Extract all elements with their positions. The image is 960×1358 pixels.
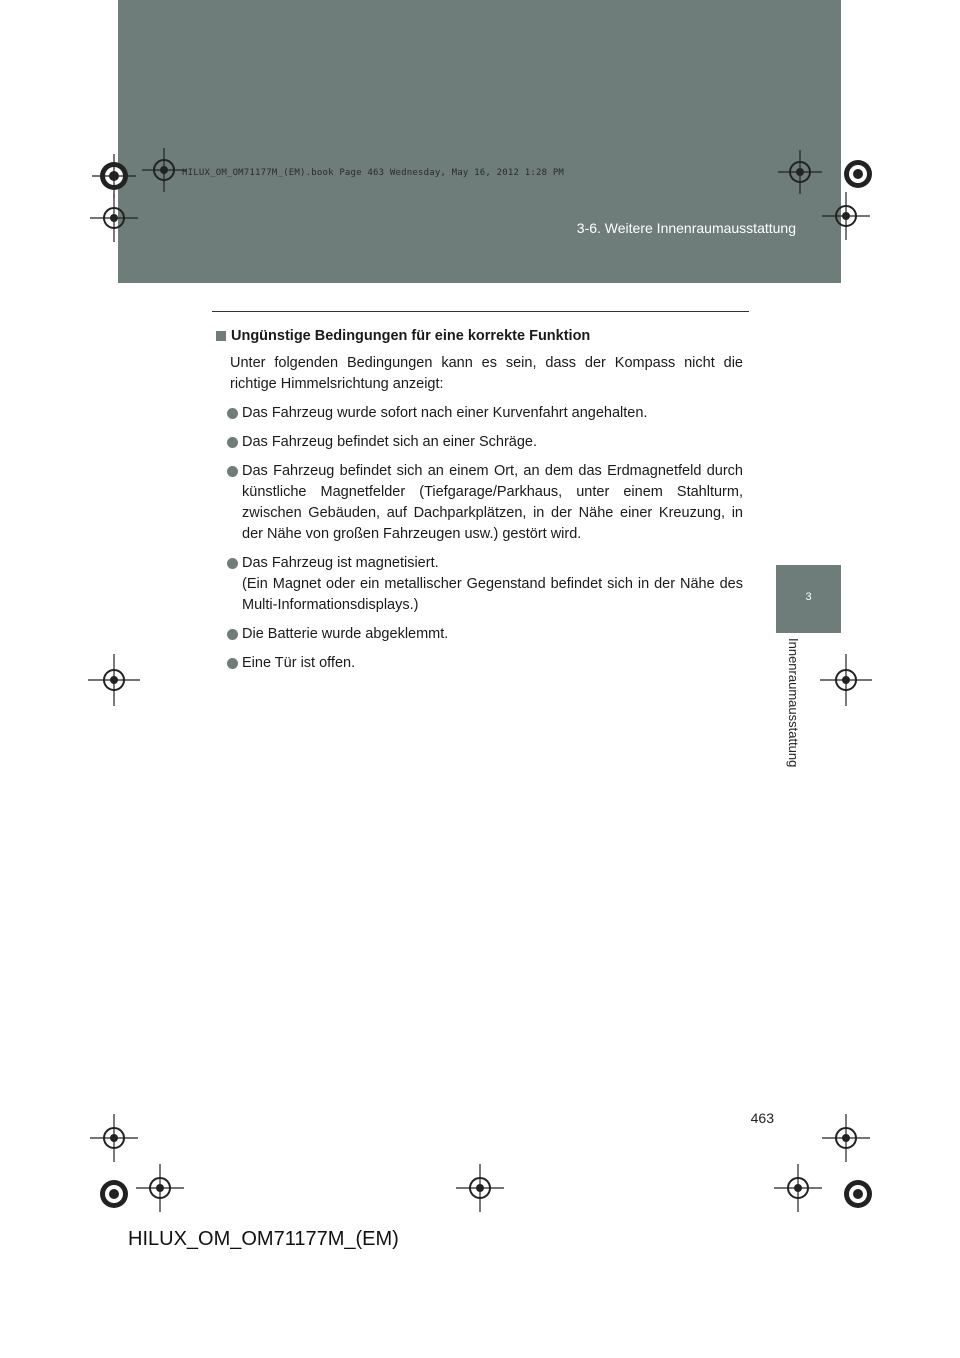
page-content bbox=[216, 326, 743, 682]
header-rule bbox=[212, 311, 749, 312]
registration-mark-icon bbox=[820, 190, 872, 242]
section-title: 3-6. Weitere Innenraumausstattung bbox=[576, 220, 796, 236]
round-bullet-icon bbox=[227, 658, 238, 669]
registration-mark-icon bbox=[140, 146, 188, 194]
list-item bbox=[216, 432, 743, 453]
list-item-text: Das Fahrzeug wurde sofort nach einer Kurvenfahrt angehalten. bbox=[242, 405, 648, 421]
registration-mark-icon bbox=[88, 1112, 140, 1164]
list-item bbox=[216, 653, 743, 674]
square-bullet-icon bbox=[216, 331, 226, 341]
file-stamp: HILUX_OM_OM71177M_(EM).book Page 463 Wednesday, May 16, 2012 1:28 PM bbox=[182, 168, 565, 178]
chapter-label: Innenraumausstattung bbox=[786, 638, 801, 768]
footer-doc-id: HILUX_OM_OM71177M_(EM) bbox=[128, 1228, 399, 1250]
list-item bbox=[216, 624, 743, 645]
registration-mark-icon bbox=[772, 1162, 824, 1214]
list-item-text: Das Fahrzeug befindet sich an einer Schräge. bbox=[242, 434, 538, 450]
list-item bbox=[216, 553, 743, 616]
list-item bbox=[216, 403, 743, 424]
list-item-text: Das Fahrzeug befindet sich an einem Ort, an dem das Erdmagnetfeld durch künstliche Magnetfelder (Tiefgarage/Parkhaus, unter einem Stahlturm, zwischen Gebäuden, auf Dachparkplätzen, in der Nähe einer Kreuzung, in der Nähe von großen Fahrzeugen usw.) gestört wird. bbox=[242, 463, 743, 542]
list-item-text bbox=[242, 553, 743, 616]
header-bar bbox=[118, 0, 841, 283]
round-bullet-icon bbox=[227, 629, 238, 640]
list-item-note: (Ein Magnet oder ein metallischer Gegenstand befindet sich in der Nähe des Multi-Informationsdisplays.) bbox=[242, 576, 743, 613]
registration-mark-icon bbox=[88, 192, 140, 244]
round-bullet-icon bbox=[227, 466, 238, 477]
list-item-main: Das Fahrzeug ist magnetisiert. bbox=[242, 555, 439, 571]
registration-mark-icon bbox=[454, 1162, 506, 1214]
intro-paragraph: Unter folgenden Bedingungen kann es sein, dass der Kompass nicht die richtige Himmelsrichtung anzeigt: bbox=[230, 355, 743, 392]
condition-list bbox=[216, 403, 743, 674]
list-item bbox=[216, 461, 743, 545]
section-heading-text: Ungünstige Bedingungen für eine korrekte Funktion bbox=[231, 328, 591, 344]
list-item-text: Eine Tür ist offen. bbox=[242, 655, 356, 671]
registration-mark-icon bbox=[86, 652, 142, 708]
round-bullet-icon bbox=[227, 558, 238, 569]
registration-mark-icon bbox=[134, 1162, 186, 1214]
registration-mark-icon bbox=[820, 1112, 872, 1164]
chapter-tab bbox=[776, 565, 841, 633]
registration-mark-icon bbox=[830, 1166, 886, 1222]
registration-mark-icon bbox=[818, 652, 874, 708]
list-item-text: Die Batterie wurde abgeklemmt. bbox=[242, 626, 449, 642]
round-bullet-icon bbox=[227, 437, 238, 448]
section-heading bbox=[216, 326, 743, 347]
chapter-number: 3 bbox=[805, 591, 812, 603]
page-number: 463 bbox=[750, 1110, 774, 1126]
round-bullet-icon bbox=[227, 408, 238, 419]
registration-mark-icon bbox=[776, 148, 824, 196]
